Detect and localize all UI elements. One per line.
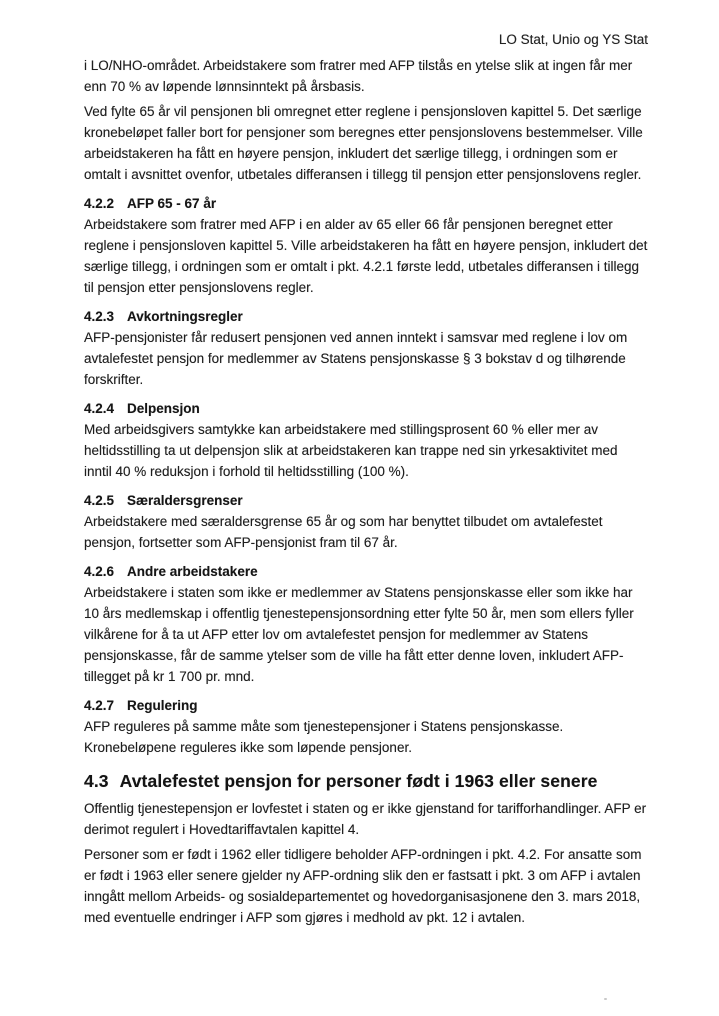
section-4-2-3-paragraph: AFP-pensjonister får redusert pensjonen ved annen inntekt i samsvar med reglene i lov om avtalefestet pensjon for medlemmer av Statens pensjonskasse § 3 bokstav d og tilhørende forskrifter. bbox=[84, 330, 628, 387]
section-heading-4-2-4 bbox=[84, 399, 648, 419]
section-title: AFP 65 - 67 år bbox=[127, 196, 217, 211]
section-4-2-7-paragraph: AFP reguleres på samme måte som tjenestepensjoner i Statens pensjonskasse. Kronebeløpene reguleres ikke som løpende pensjoner. bbox=[84, 719, 564, 755]
document-body bbox=[84, 55, 648, 928]
intro-paragraph-2: Ved fylte 65 år vil pensjonen bli omregnet etter reglene i pensjonsloven kapittel 5. Det særlige kronebeløpet faller bort for pensjoner som beregnes etter pensjonslovens bestemmelser. Ville arbeidstakeren ha fått en høyere pensjon, inkludert det særlige tillegg, i ordningen som er omtalt i avsnittet ovenfor, utbetales differansen i tillegg til pensjon etter pensjonslovens regler. bbox=[84, 104, 643, 182]
section-heading-4-2-3 bbox=[84, 307, 648, 327]
section-4-3-paragraph-1: Offentlig tjenestepensjon er lovfestet i staten og er ikke gjenstand for tarifforhandlinger. AFP er derimot regulert i Hovedtariffavtalen kapittel 4. bbox=[84, 801, 647, 837]
section-title: Regulering bbox=[127, 698, 198, 713]
section-title: Andre arbeidstakere bbox=[127, 564, 258, 579]
section-title: Delpensjon bbox=[127, 401, 200, 416]
section-heading-4-3 bbox=[84, 768, 648, 794]
intro-paragraph-1: i LO/NHO-området. Arbeidstakere som fratrer med AFP tilstås en ytelse slik at ingen får mer enn 70 % av løpende lønnsinntekt på årsbasis. bbox=[84, 58, 633, 94]
section-heading-4-2-7 bbox=[84, 696, 648, 716]
section-number: 4.2.2 bbox=[84, 196, 115, 211]
section-4-3-paragraph-2: Personer som er født i 1962 eller tidligere beholder AFP-ordningen i pkt. 4.2. For ansatte som er født i 1963 eller senere gjelder ny AFP-ordning slik den er fastsatt i pkt. 3 om AFP i avtalen inngått mellom Arbeids- og sosialdepartementet og hovedorganisasjonene den 3. mars 2018, med eventuelle endringer i AFP som gjøres i medhold av pkt. 12 i avtalen. bbox=[84, 847, 642, 925]
section-4-2-6-paragraph: Arbeidstakere i staten som ikke er medlemmer av Statens pensjonskasse eller som ikke har 10 års medlemskap i offentlig tjenestepensjonsordning etter fylte 50 år, men som ellers fyller vilkårene for å ta ut AFP etter lov om avtalefestet pensjon for medlemmer av Statens pensjonskasse, får de samme ytelser som de ville ha fått etter denne loven, inkludert AFP-tillegget på kr 1 700 pr. mnd. bbox=[84, 585, 634, 684]
section-number: 4.2.3 bbox=[84, 309, 115, 324]
section-heading-4-2-2 bbox=[84, 194, 648, 214]
section-4-2-2-paragraph: Arbeidstakere som fratrer med AFP i en alder av 65 eller 66 får pensjonen beregnet etter reglene i pensjonsloven kapittel 5. Ville arbeidstakeren ha fått en høyere pensjon, inkludert det særlige tillegg, i ordningen som er omtalt i pkt. 4.2.1 første ledd, utbetales differansen i tillegg til pensjon etter pensjonslovens regler. bbox=[84, 217, 648, 295]
header-right-text: LO Stat, Unio og YS Stat bbox=[498, 32, 648, 47]
section-number: 4.2.7 bbox=[84, 698, 115, 713]
section-number: 4.3 bbox=[84, 771, 109, 791]
section-title: Avkortningsregler bbox=[127, 309, 243, 324]
section-number: 4.2.5 bbox=[84, 493, 115, 508]
section-title: Særaldersgrenser bbox=[127, 493, 243, 508]
section-number: 4.2.4 bbox=[84, 401, 115, 416]
scan-artifact bbox=[604, 998, 607, 1000]
section-heading-4-2-6 bbox=[84, 562, 648, 582]
section-title: Avtalefestet pensjon for personer født i 1963 eller senere bbox=[119, 771, 598, 791]
section-4-2-4-paragraph: Med arbeidsgivers samtykke kan arbeidstakere med stillingsprosent 60 % eller mer av heltidsstilling ta ut delpensjon slik at arbeidstakeren kan trappe ned sin yrkesaktivitet med inntil 40 % reduksjon i forhold til heltidsstilling (100 %). bbox=[84, 422, 618, 479]
section-4-2-5-paragraph: Arbeidstakere med særaldersgrense 65 år og som har benyttet tilbudet om avtalefestet pensjon, fortsetter som AFP-pensjonist fram til 67 år. bbox=[84, 514, 603, 550]
section-heading-4-2-5 bbox=[84, 491, 648, 511]
page-header bbox=[84, 30, 648, 50]
section-number: 4.2.6 bbox=[84, 564, 115, 579]
